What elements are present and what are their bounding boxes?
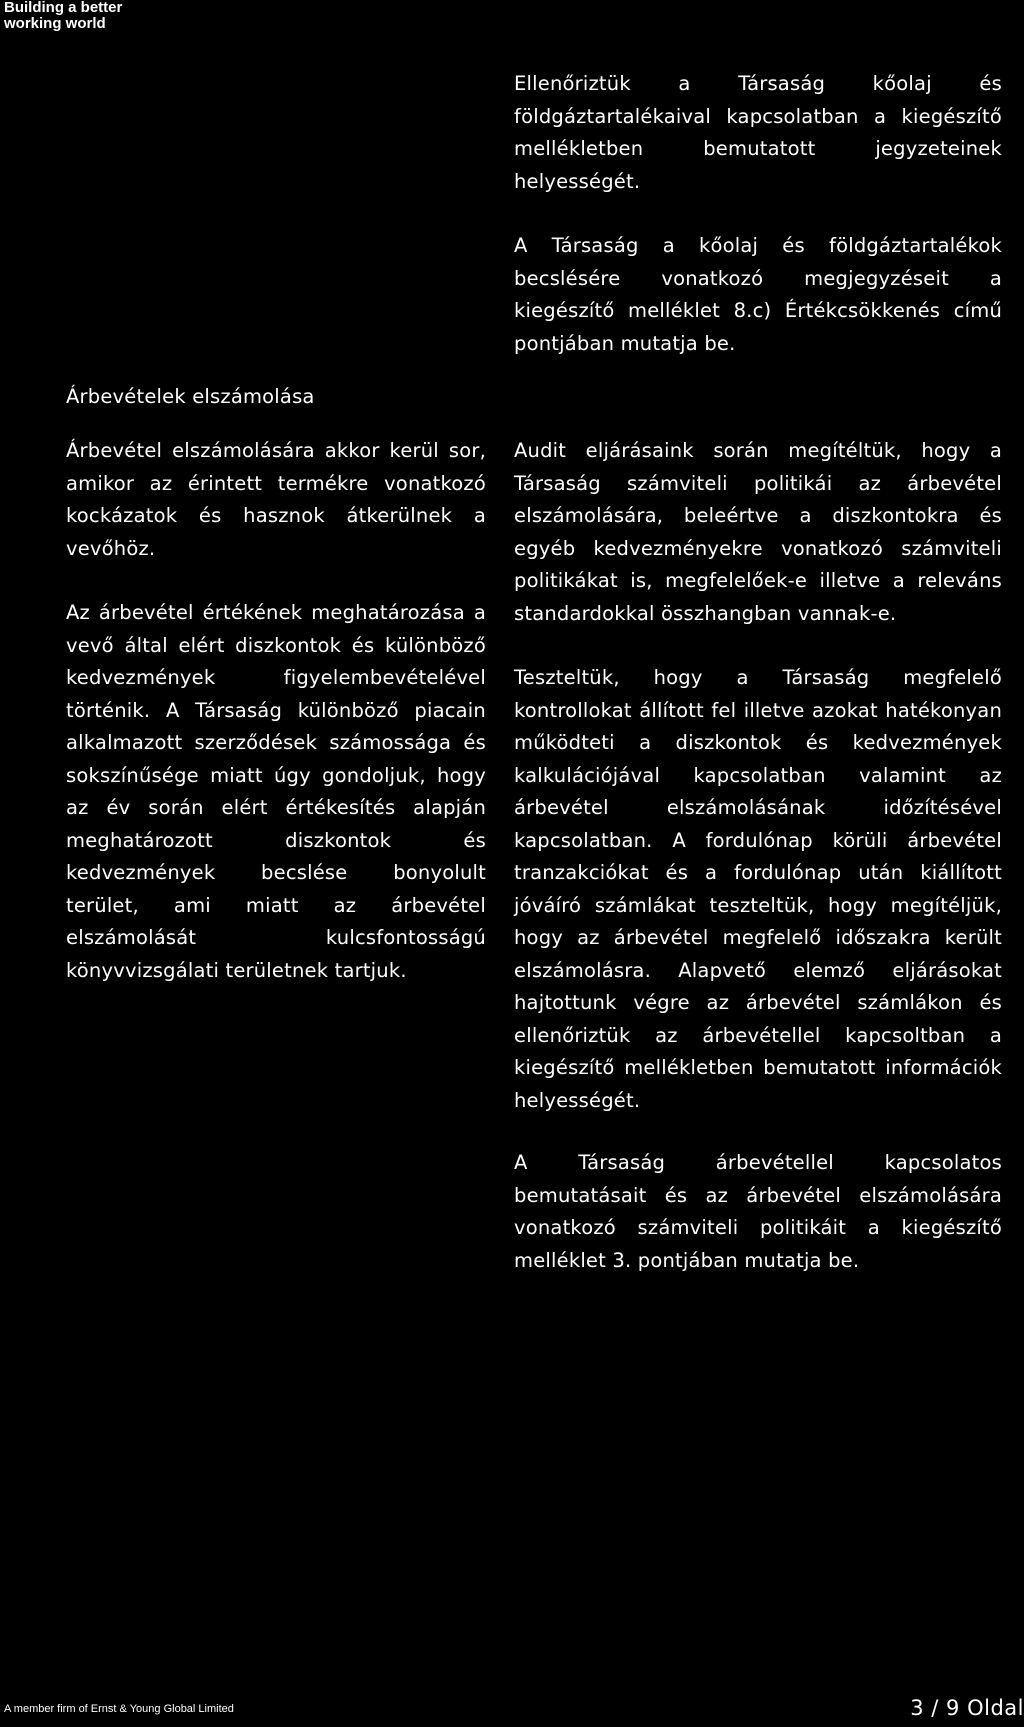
revenue-recognition-paragraph: Árbevétel elszámolására akkor kerül sor, amikor az érintett termékre vonatkozó kockázatok és hasznok átkerülnek a vevőhöz.: [66, 439, 486, 560]
revenue-key-matter-paragraph: Az árbevétel értékének meghatározása a vevő által elért diszkontok és különböző kedvezmények figyelembevételével történik. A Társaság különböző piacain alkalmazott szerződések számossága és sokszínűsége miatt úgy gondoljuk, hogy az év során elért értékesítés alapján meghatározott diszkontok és kedvezmények becslése bonyolult terület, ami miatt az árbevétel elszámolását kulcsfontosságú könyvvizsgálati területnek tartjuk.: [66, 601, 486, 982]
section-heading: Árbevételek elszámolása: [66, 385, 315, 408]
member-firm-note: A member firm of Ernst & Young Global Limited: [4, 1703, 234, 1715]
controls-testing-paragraph: Teszteltük, hogy a Társaság megfelelő kontrollokat állított fel illetve azokat hatékonyan működteti a diszkontok és kedvezmények kalkulációjával kapcsolatban valamint az árbevétel elszámolásának időzítésével kapcsolatban. A fordulónap körüli árbevétel tranzakciókat és a fordulónap után kiállított jóváíró számlákat teszteltük, hogy megítéljük, hogy az árbevétel megfelelő időszakra került elszámolásra. Alapvető elemző eljárásokat hajtottunk végre az árbevétel számlákon és ellenőriztük az árbevétellel kapcsoltban a kiegészítő mellékletben bemutatott információk helyességét.: [514, 666, 1002, 1112]
right-top-column: [514, 68, 1002, 360]
oil-gas-disclosure-paragraph: A Társaság a kőolaj és földgáztartalékok becslésére vonatkozó megjegyzéseit a kiegészítő melléklet 8.c) Értékcsökkenés című pontjában mutatja be.: [514, 234, 1002, 355]
page-number: 3 / 9 Oldal: [910, 1696, 1024, 1720]
left-column: [66, 435, 486, 987]
tagline: [4, 0, 164, 32]
tagline-line-2: working world: [4, 15, 106, 32]
audit-procedures-paragraph: Audit eljárásaink során megítéltük, hogy a Társaság számviteli politikái az árbevétel elszámolására, beleértve a diszkontokra és egyéb kedvezményekre vonatkozó számviteli politikákat is, megfelelőek-e illetve a releváns standardokkal összhangban vannak-e.: [514, 439, 1002, 625]
oil-gas-verification-paragraph: Ellenőriztük a Társaság kőolaj és földgáztartalékaival kapcsolatban a kiegészítő mellékletben bemutatott jegyzeteinek helyességét.: [514, 72, 1002, 193]
tagline-line-1: Building a better: [4, 0, 123, 16]
revenue-disclosure-paragraph: A Társaság árbevétellel kapcsolatos bemutatásait és az árbevétel elszámolására vonatkozó számviteli politikáit a kiegészítő melléklet 3. pontjában mutatja be.: [514, 1151, 1002, 1272]
right-column: [514, 435, 1002, 1277]
